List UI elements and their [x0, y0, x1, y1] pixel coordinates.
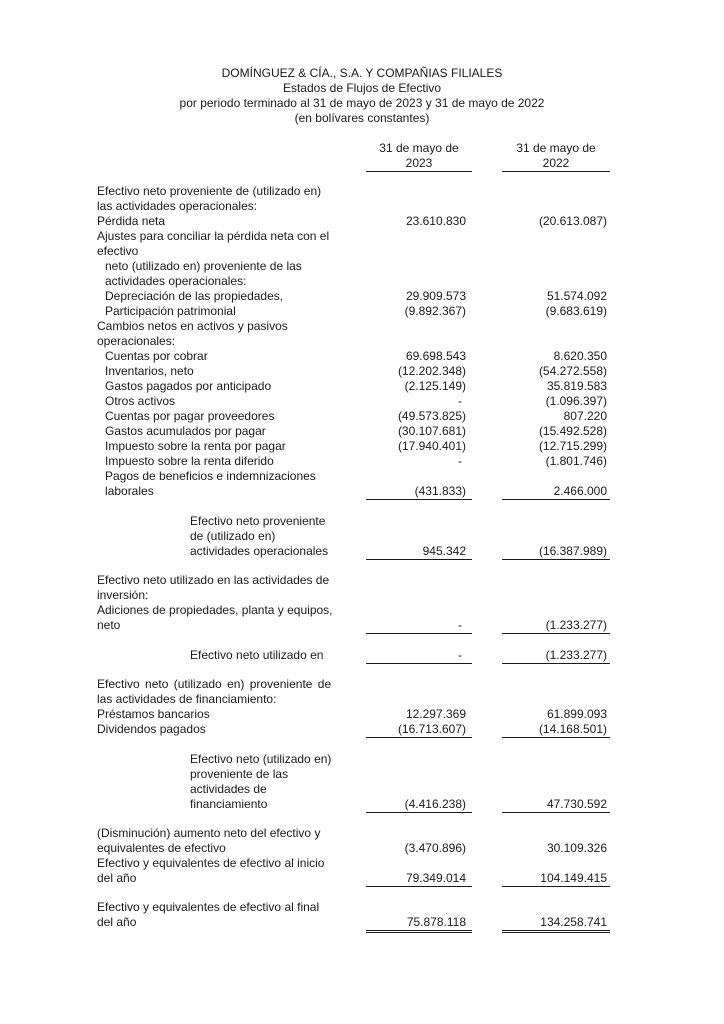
row-label-bank-loans: Préstamos bancarios [97, 707, 210, 721]
row-label-benefits-cont: laborales [105, 484, 154, 498]
row-label: Impuesto sobre la renta por pagar [105, 439, 286, 453]
value-2023: (49.573.825) [397, 409, 466, 423]
value-2023-dividends: (16.713.607) [397, 722, 466, 736]
column-header-rule-2022 [502, 171, 610, 172]
value-2023: (12.202.348) [397, 364, 466, 378]
section-heading-operating-cont: las actividades operacionales: [97, 199, 258, 213]
value-2022: (1.801.746) [545, 454, 607, 468]
row-label-net-change-cont: equivalentes de efectivo [97, 841, 226, 855]
section-heading-operating: Efectivo neto proveniente de (utilizado en) [97, 184, 322, 198]
subtotal-rule [502, 886, 610, 887]
value-2022-total-financing: 47.730.592 [546, 797, 607, 811]
value-2022: (54.272.558) [538, 364, 607, 378]
total-rule [366, 559, 472, 560]
value-2023-net-loss: 23.610.830 [405, 214, 466, 228]
statement-currency: (en bolívares constantes) [294, 111, 430, 125]
value-2023-total-operating: 945.342 [422, 544, 466, 558]
subtotal-rule [366, 886, 472, 887]
value-2022-beginning-cash: 104.149.415 [540, 871, 607, 885]
value-2023-total-investing: - [458, 648, 462, 662]
adjustments-heading-cont: actividades operacionales: [105, 274, 247, 288]
value-2022-depreciation: 51.574.092 [546, 289, 607, 303]
column-header-2023 [366, 141, 472, 171]
row-label-equity-participation: Participación patrimonial [105, 304, 236, 318]
value-2022: 35.819.583 [546, 379, 607, 393]
value-2022: (15.492.528) [538, 424, 607, 438]
value-2023-additions: - [458, 618, 462, 632]
total-label-investing: Efectivo neto utilizado en [190, 648, 324, 662]
grand-total-double-rule [366, 930, 472, 933]
value-2023: - [458, 394, 462, 408]
row-label: Gastos pagados por anticipado [105, 379, 272, 393]
row-label-benefits: Pagos de beneficios e indemnizaciones [105, 469, 316, 483]
grand-total-double-rule [502, 930, 610, 933]
section-heading-investing: Efectivo neto utilizado en las actividades de [97, 573, 330, 587]
row-label-ending-cash-cont: del año [97, 915, 137, 929]
total-label-financing-cont: proveniente de las [190, 767, 289, 781]
row-label-beginning-cash: Efectivo y equivalentes de efectivo al inicio [97, 856, 325, 870]
row-label: Inventarios, neto [105, 364, 194, 378]
value-2022-net-loss: (20.613.087) [538, 214, 607, 228]
row-label: Impuesto sobre la renta diferido [105, 454, 274, 468]
value-2022-equity-participation: (9.683.619) [545, 304, 607, 318]
changes-heading: Cambios netos en activos y pasivos [97, 319, 288, 333]
total-rule [366, 812, 472, 813]
value-2023-net-change: (3.470.896) [404, 841, 466, 855]
total-label-operating-cont: actividades operacionales [190, 544, 329, 558]
value-2023: - [458, 454, 462, 468]
row-label: Gastos acumulados por pagar [105, 424, 266, 438]
value-2022-total-investing: (1.233.277) [545, 648, 607, 662]
section-heading-financing-cont: las actividades de financiamiento: [97, 692, 277, 706]
value-2022: (1.096.397) [545, 394, 607, 408]
total-rule [502, 663, 610, 664]
value-2022-total-operating: (16.387.989) [538, 544, 607, 558]
value-2022-bank-loans: 61.899.093 [546, 707, 607, 721]
row-label-depreciation: Depreciación de las propiedades, [105, 289, 284, 303]
row-label: Cuentas por cobrar [105, 349, 208, 363]
subtotal-rule [366, 499, 472, 500]
row-label: Cuentas por pagar proveedores [105, 409, 275, 423]
value-2022-dividends: (14.168.501) [538, 722, 607, 736]
total-label-operating: Efectivo neto proveniente [190, 514, 326, 528]
subtotal-rule [502, 737, 610, 738]
row-label-net-loss: Pérdida neta [97, 214, 166, 228]
statement-title: Estados de Flujos de Efectivo [282, 81, 442, 95]
column-header-line2: 2022 [542, 156, 570, 170]
row-label-additions: Adiciones de propiedades, planta y equipos, [97, 603, 333, 617]
value-2023-benefits: (431.833) [414, 484, 466, 498]
value-2023: (2.125.149) [404, 379, 466, 393]
value-2022: 807.220 [563, 409, 607, 423]
subtotal-rule [502, 499, 610, 500]
total-rule [502, 559, 610, 560]
company-name: DOMÍNGUEZ & CÍA., S.A. Y COMPAÑIAS FILIALES [221, 66, 503, 80]
column-header-2022 [502, 141, 610, 171]
row-label: Otros activos [105, 394, 176, 408]
column-header-rule-2023 [366, 171, 472, 172]
total-label-financing-cont: financiamiento [190, 797, 268, 811]
changes-heading-cont: operacionales: [97, 334, 176, 348]
row-label-beginning-cash-cont: del año [97, 871, 137, 885]
value-2023-equity-participation: (9.892.367) [404, 304, 466, 318]
subtotal-rule [366, 633, 472, 634]
value-2023: (17.940.401) [397, 439, 466, 453]
row-label-net-change: (Disminución) aumento neto del efectivo y [97, 826, 321, 840]
value-2023-bank-loans: 12.297.369 [405, 707, 466, 721]
total-label-financing: Efectivo neto (utilizado en) [190, 752, 332, 766]
column-header-line1: 31 de mayo de [379, 141, 459, 155]
value-2023-beginning-cash: 79.349.014 [405, 871, 466, 885]
value-2022-benefits: 2.466.000 [553, 484, 607, 498]
subtotal-rule [366, 737, 472, 738]
statement-period: por periodo terminado al 31 de mayo de 2023 y 31 de mayo de 2022 [179, 96, 545, 110]
row-label-additions-cont: neto [97, 618, 121, 632]
total-label-operating-cont: de (utilizado en) [190, 529, 276, 543]
value-2022-net-change: 30.109.326 [546, 841, 607, 855]
subtotal-rule [502, 633, 610, 634]
value-2022-additions: (1.233.277) [545, 618, 607, 632]
value-2023-total-financing: (4.416.238) [404, 797, 466, 811]
total-rule [502, 812, 610, 813]
total-rule [366, 663, 472, 664]
column-header-line1: 31 de mayo de [516, 141, 596, 155]
adjustments-heading-cont: neto (utilizado en) proveniente de las [105, 259, 302, 273]
value-2022-ending-cash: 134.258.741 [540, 915, 607, 929]
value-2023: (30.107.681) [397, 424, 466, 438]
value-2022: (12.715.299) [538, 439, 607, 453]
row-label-dividends: Dividendos pagados [97, 722, 206, 736]
adjustments-heading-cont: efectivo [97, 244, 139, 258]
total-label-financing-cont: actividades de [190, 782, 267, 796]
row-label-ending-cash: Efectivo y equivalentes de efectivo al final [97, 900, 320, 914]
value-2023-depreciation: 29.909.573 [405, 289, 466, 303]
value-2022: 8.620.350 [553, 349, 607, 363]
value-2023-ending-cash: 75.878.118 [406, 915, 466, 929]
section-heading-financing: Efectivo neto (utilizado en) proveniente de [97, 677, 332, 691]
value-2023: 69.698.543 [405, 349, 466, 363]
column-header-line2: 2023 [405, 156, 433, 170]
adjustments-heading: Ajustes para conciliar la pérdida neta con el [97, 229, 330, 243]
section-heading-investing-cont: inversión: [97, 588, 149, 602]
